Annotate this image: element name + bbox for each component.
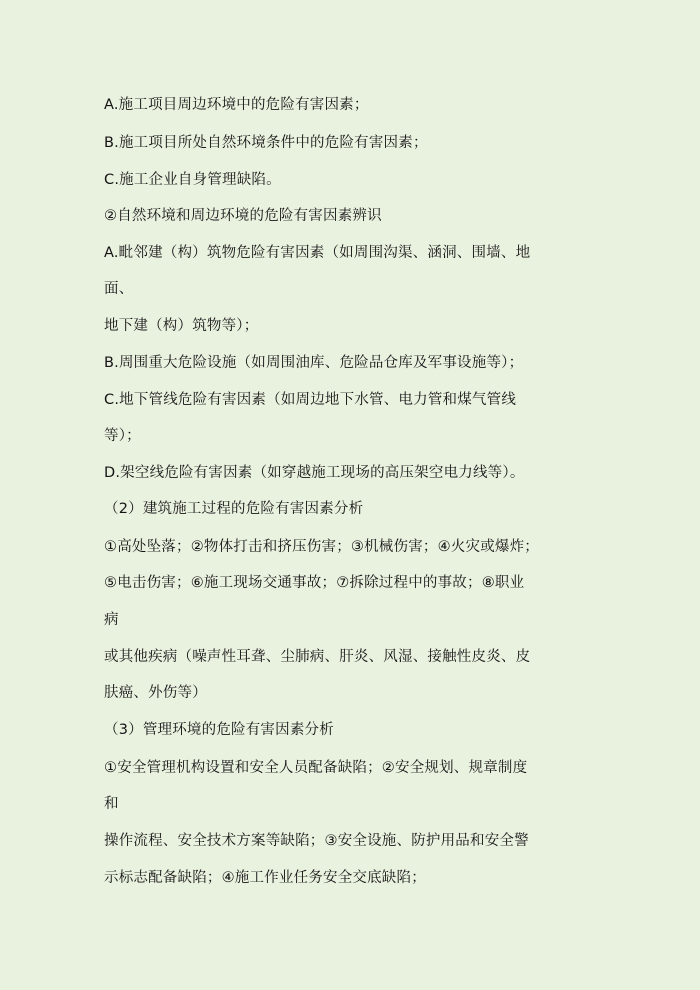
text-line: 病 [104,612,119,628]
text-line: 地下建（构）筑物等）； [104,318,259,334]
text-line: ①高处坠落；②物体打击和挤压伤害；③机械伤害；④火灾或爆炸； [104,539,539,555]
text-line: ①安全管理机构设置和安全人员配备缺陷；②安全规划、规章制度 [104,760,528,776]
text-line: ②自然环境和周边环境的危险有害因素辨识 [104,208,382,224]
text-line: B.施工项目所处自然环境条件中的危险有害因素； [104,135,428,151]
text-line: A.施工项目周边环境中的危险有害因素； [104,97,369,113]
text-line: C.地下管线危险有害因素（如周边地下水管、电力管和煤气管线 [104,392,517,408]
text-line: （3）管理环境的危险有害因素分析 [104,722,334,738]
text-line: D.架空线危险有害因素（如穿越施工现场的高压架空电力线等）。 [104,465,525,481]
text-line: C.施工企业自身管理缺陷。 [104,172,281,188]
text-line: 等）； [104,428,141,444]
text-line: 面、 [104,281,134,297]
text-line: 肤癌、外伤等） [104,685,207,701]
text-line: 和 [104,796,119,812]
text-line: 或其他疾病（噪声性耳聋、尘肺病、肝炎、风湿、接触性皮炎、皮 [104,649,531,665]
text-line: A.毗邻建（构）筑物危险有害因素（如周围沟渠、涵洞、围墙、地 [104,245,531,261]
text-line: ⑤电击伤害；⑥施工现场交通事故；⑦拆除过程中的事故；⑧职业 [104,575,525,591]
text-line: 示标志配备缺陷；④施工作业任务安全交底缺陷； [104,870,426,886]
text-line: （2）建筑施工过程的危险有害因素分析 [104,501,364,517]
text-line: B.周围重大危险设施（如周围油库、危险品仓库及军事设施等）； [104,355,524,371]
text-line: 操作流程、安全技术方案等缺陷；③安全设施、防护用品和安全警 [104,833,529,849]
